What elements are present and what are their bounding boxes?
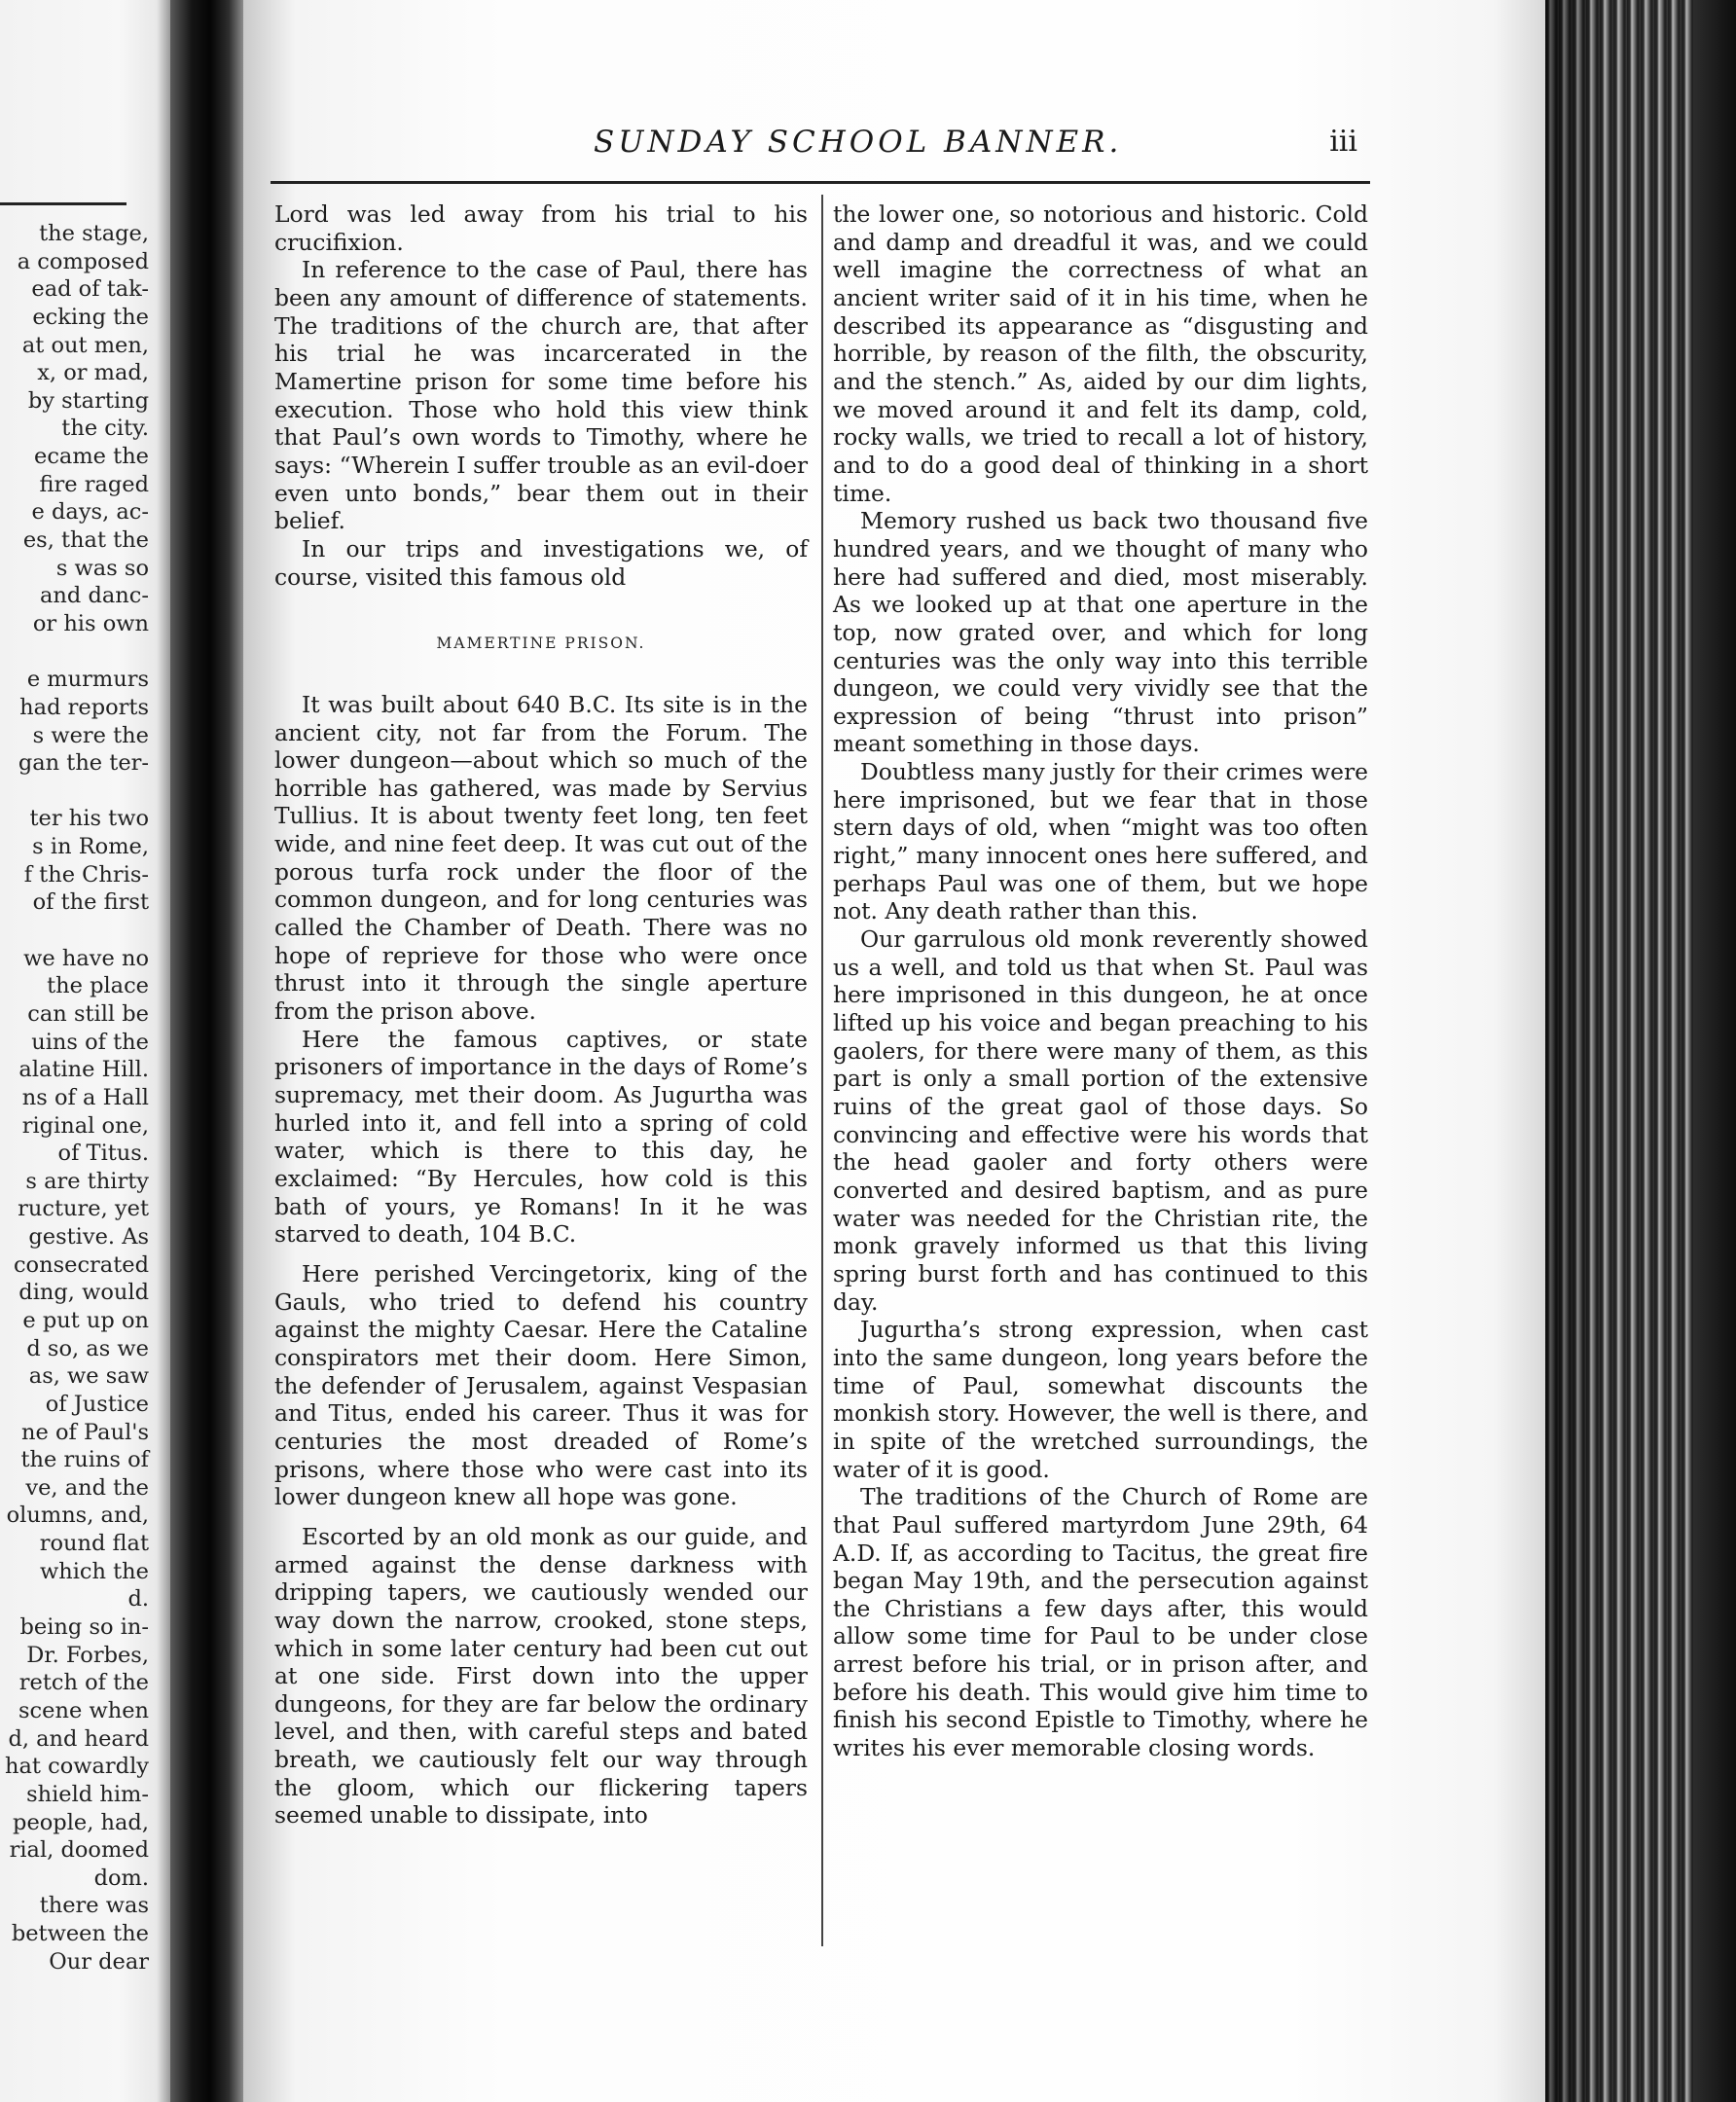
book-cover-edge [1693, 0, 1736, 2102]
left-page-line: of the first [32, 889, 149, 916]
left-page-line: d so, as we [26, 1335, 149, 1361]
left-page-line: at out men, [21, 332, 149, 358]
left-page-line: we have no [23, 945, 149, 971]
left-page-line: dom. [93, 1865, 149, 1891]
left-page-line: alatine Hill. [18, 1057, 149, 1083]
left-page-text [0, 220, 149, 1975]
left-page-line: olumns, and, [6, 1503, 149, 1529]
left-page-line: ter his two [29, 806, 149, 832]
left-page-rule [0, 202, 127, 205]
left-page-line: round flat [39, 1531, 149, 1557]
running-title: SUNDAY SCHOOL BANNER. [594, 125, 1123, 160]
paragraph: Memory rushed us back two thousand five hundred years, and we thought of many who here had suffered and died, most miserably. As we looked up at that one aperture in the top, now grated over, and which for long centuries was the only way into this terrible dungeon, we could very vividly see that the expression of being “thrust into prison” meant something in those days. [833, 507, 1368, 758]
left-page-line: e put up on [22, 1307, 149, 1333]
left-page-line: s in Rome, [32, 834, 149, 860]
left-page-line: of Justice [45, 1391, 149, 1417]
left-page-line: there was [39, 1893, 149, 1919]
left-page-line: between the [11, 1921, 149, 1947]
paragraph: Doubtless many justly for their crimes were here imprisoned, but we fear that in those stern days of old, when “might was too often right,” many innocent ones here suffered, and perhaps Paul was one of them, but we hope not. Any death rather than this. [833, 758, 1368, 925]
left-page-line: rial, doomed [9, 1837, 149, 1864]
paragraph: It was built about 640 B.C. Its site is in the ancient city, not far from the Forum. The lower dungeon—about which so much of the horrible has gathered, was made by Servius Tullius. It is about twenty feet long, ten feet wide, and nine feet deep. It was cut out of the porous turfa rock under the floor of the common dungeon, and for long centuries was called the Chamber of Death. There was no hope of reprieve for those who were once thrust into it through the single aperture from the prison above. [274, 690, 808, 1026]
left-page-line: can still be [27, 1000, 149, 1027]
right-column [833, 200, 1368, 1762]
left-page-line: ecame the [34, 444, 149, 470]
left-page-line: of Titus. [57, 1141, 149, 1167]
left-page-line: d, and heard [8, 1725, 149, 1752]
left-page-line: the place [47, 973, 149, 999]
left-facing-page [0, 0, 170, 2102]
paragraph: In reference to the case of Paul, there has been any amount of difference of statements. The traditions of the church are, that after his trial he was incarcerated in the Mamertine prison for some time before his execution. Those who hold this view think that Paul’s own words to Timothy, where he says: “Wherein I suffer trouble as an evil-doer even unto bonds,” bear them out in their belief. [274, 256, 808, 535]
header-rule [271, 181, 1370, 184]
left-page-line: uins of the [31, 1029, 149, 1055]
paragraph: Lord was led away from his trial to his crucifixion. [274, 200, 808, 256]
left-page-line: es, that the [22, 527, 149, 554]
paragraph: the lower one, so notorious and historic. Cold and damp and dreadful it was, and we could well imagine the correctness of what an ancient writer said of it in his time, when he described its appearance as “disgusting and horrible, by reason of the filth, the obscurity, and the stench.” As, aided by our dim lights, we moved around it and felt its damp, cold, rocky walls, we tried to recall a lot of history, and to do a good deal of thinking in a short time. [833, 200, 1368, 507]
left-page-line: gestive. As [28, 1224, 149, 1250]
left-page-line: f the Chris- [23, 861, 149, 888]
left-page-line: or his own [32, 610, 149, 636]
left-page-line: by starting [27, 387, 149, 414]
paragraph: Our garrulous old monk reverently showed us a well, and told us that when St. Paul was here imprisoned in this dungeon, he at once lifted up his voice and began preaching to his gaolers, for there were many of them, as this part is only a small portion of the extensive ruins of the great gaol of those days. So convincing and effective were his words that the head gaoler and forty others were converted and desired baptism, and as pure water was needed for the Christian rite, the monk gravely informed us that this living spring burst forth and has continued to this day. [833, 925, 1368, 1316]
left-column [274, 200, 808, 1830]
left-page-line: hat cowardly [5, 1754, 149, 1780]
left-page-line: riginal one, [21, 1112, 149, 1139]
left-page-line: a composed [17, 248, 149, 274]
left-page-line: x, or mad, [37, 360, 149, 386]
left-page-line: the stage, [39, 221, 149, 246]
left-page-line: the ruins of [20, 1447, 149, 1473]
left-page-line: as, we saw [28, 1363, 149, 1390]
left-page-line: s were the [32, 722, 149, 748]
paragraph: Jugurtha’s strong expression, when cast into the same dungeon, long years before the time of Paul, somewhat discounts the monkish story. However, the well is there, and in spite of the wretched surroundings, the water of it is good. [833, 1316, 1368, 1483]
left-page-line [0, 917, 149, 945]
left-page-line: e days, ac- [31, 499, 149, 526]
page-number: iii [1329, 125, 1357, 159]
paragraph: Here the famous captives, or state prisoners of importance in the days of Rome’s supremacy, met their doom. As Jugurtha was hurled into it, and fell into a spring of cold water, which is there to this day, he exclaimed: “By Hercules, how cold is this bath of yours, ye Romans! In it he was starved to death, 104 B.C. [274, 1025, 808, 1249]
left-page-line: retch of the [18, 1670, 149, 1696]
left-page-line [0, 638, 149, 667]
book-gutter [170, 0, 243, 2102]
left-page-line: people, had, [13, 1809, 149, 1835]
left-page-line: and danc- [40, 583, 149, 609]
column-divider [821, 195, 823, 1946]
left-page-line: s are thirty [25, 1168, 149, 1194]
running-head [272, 125, 1357, 167]
left-page-line: e murmurs [26, 667, 149, 693]
left-page-line [0, 778, 149, 806]
left-page-line: the city. [61, 416, 149, 442]
left-page-line: ne of Paul's [21, 1419, 149, 1445]
left-page-line: being so in- [19, 1614, 149, 1641]
section-heading: MAMERTINE PRISON. [436, 634, 646, 653]
left-page-line: Dr. Forbes, [26, 1642, 149, 1668]
left-page-line: had reports [19, 694, 149, 720]
left-page-line: consecrated [13, 1251, 149, 1278]
edge-shadow [1545, 0, 1604, 2102]
left-page-line: d. [127, 1586, 149, 1613]
left-page-line: shield him- [26, 1781, 149, 1807]
left-page-line: ve, and the [25, 1474, 149, 1501]
paragraph: Escorted by an old monk as our guide, and armed against the dense darkness with dripping tapers, we cautiously wended our way down the narrow, crooked, stone steps, which in some later century had been cut out at one side. First down into the upper dungeons, for they are far below the ordinary level, and then, with careful steps and bated breath, we cautiously felt our way through the gloom, which our flickering tapers seemed unable to dissipate, into [274, 1522, 808, 1830]
left-page-line: ding, would [18, 1280, 149, 1306]
left-page-line: scene when [18, 1697, 149, 1723]
left-page-line: gan the ter- [18, 750, 149, 777]
left-page-line: ns of a Hall [21, 1084, 149, 1110]
left-page-line: ead of tak- [31, 276, 149, 303]
left-page-line: which the [39, 1558, 149, 1584]
paragraph: The traditions of the Church of Rome are that Paul suffered martyrdom June 29th, 64 A.D. If, as according to Tacitus, the great fire began May 19th, and the persecution against the Christians a few days after, this would allow some time for Paul to be under close arrest before his trial, or in prison after, and before his death. This would give him time to finish his second Epistle to Timothy, where he writes his ever memorable closing words. [833, 1483, 1368, 1762]
left-page-line: ructure, yet [18, 1196, 149, 1222]
left-page-line: s was so [55, 555, 149, 581]
left-page-line: Our dear [49, 1948, 149, 1975]
left-page-line: ecking the [32, 304, 149, 330]
main-page [243, 0, 1545, 2102]
paragraph: In our trips and investigations we, of course, visited this famous old [274, 534, 808, 591]
paragraph: Here perished Vercingetorix, king of the Gauls, who tried to defend his country against the mighty Caesar. Here the Cataline conspirators met their doom. Here Simon, the defender of Jerusalem, against Vespasian and Titus, ended his career. Thus it was for centuries the most dreaded of Rome’s prisons, where those who were cast into its lower dungeon knew all hope was gone. [274, 1259, 808, 1511]
left-page-line: fire raged [39, 471, 149, 497]
